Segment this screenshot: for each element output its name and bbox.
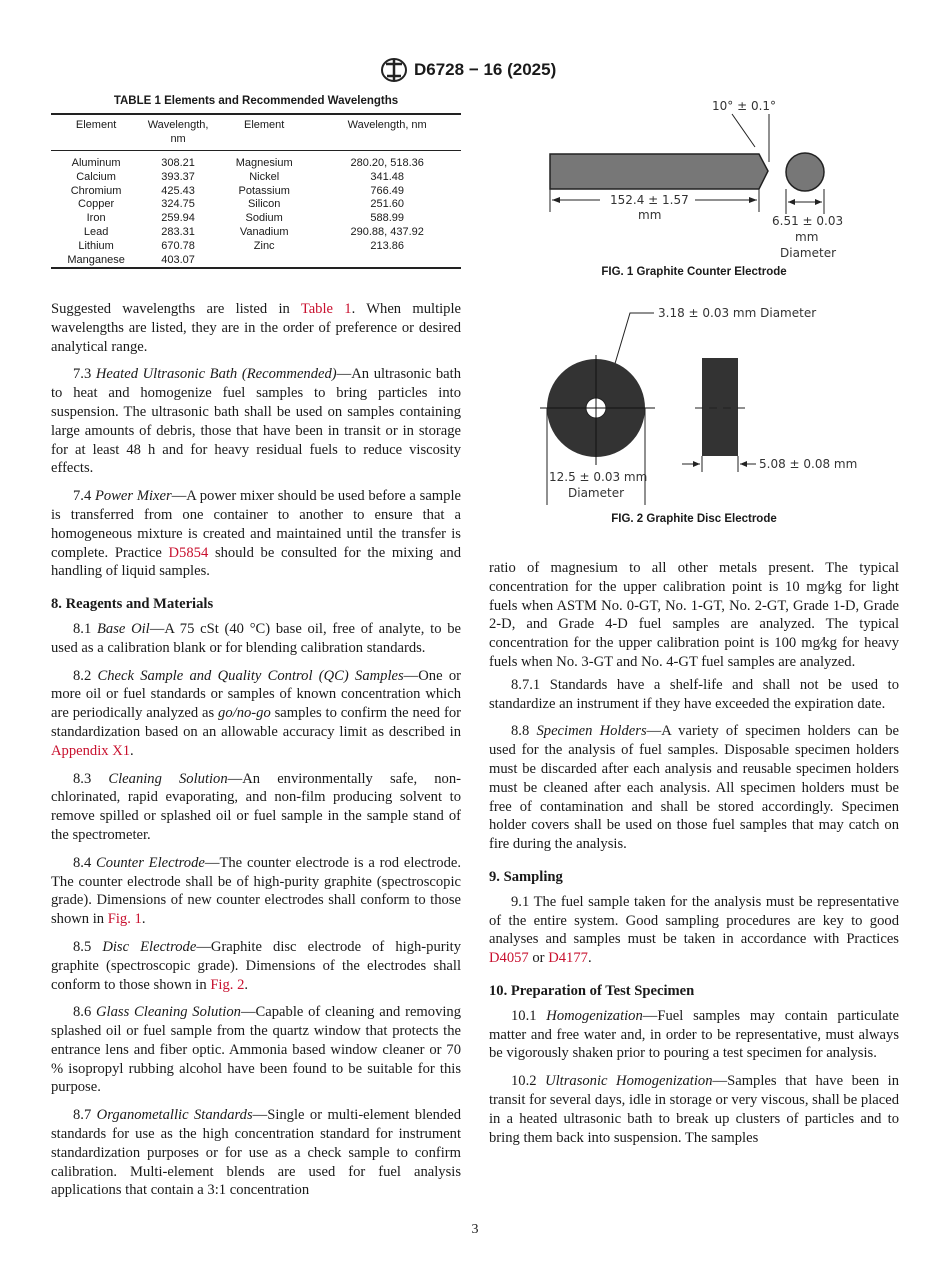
table-cell: 403.07 bbox=[161, 253, 195, 266]
table-row bbox=[51, 254, 461, 269]
table-cell: 425.43 bbox=[161, 184, 195, 197]
diameter-label: 6.51 ± 0.03 bbox=[772, 214, 844, 228]
paragraph bbox=[489, 1072, 899, 1147]
text-run: 7.3 bbox=[73, 366, 96, 383]
text-run: —An environmentally safe, non-chlorinated, rapid evaporating, and non-film producing solvent to remove spilled or splashed oil or fuel sample in the sample stand of the spectrometer. bbox=[51, 770, 461, 843]
text-run: 9.1 The fuel sample taken for the analysis must be representative of the entire system. Good sampling procedures are key to good analyses and samples must be taken in accordance with Practices bbox=[489, 893, 899, 948]
table-title: TABLE 1 Elements and Recommended Wavelengths bbox=[113, 95, 399, 107]
table-cell: Nickel bbox=[249, 170, 280, 183]
paragraph bbox=[489, 722, 899, 854]
paragraph bbox=[51, 854, 461, 929]
italic-term: Power Mixer bbox=[94, 488, 172, 505]
table-cell bbox=[215, 254, 313, 269]
table-cell: 251.60 bbox=[370, 198, 405, 211]
text-run: 8.5 bbox=[73, 938, 103, 955]
outer-diameter-label: 12.5 ± 0.03 mm bbox=[549, 470, 648, 484]
cross-reference-link[interactable]: Table 1 bbox=[300, 301, 352, 317]
angle-label: 10° ± 0.1° bbox=[712, 99, 777, 113]
italic-term: Cleaning Solution bbox=[108, 770, 228, 787]
table-cell: Chromium bbox=[70, 184, 122, 197]
italic-term: Base Oil bbox=[96, 620, 150, 637]
wavelength-table bbox=[51, 113, 461, 269]
table-cell: Calcium bbox=[76, 170, 116, 183]
text-run: —Single or multi-element blended standards for use as the high concentration standard for instrument standardization purposes or for use as a check sample to confirm calibration. Multi-element blends are used for fuel analysis applications that contain a 3:1 concentration bbox=[51, 1107, 461, 1199]
italic-term: Glass Cleaning Solution bbox=[96, 1004, 241, 1021]
table-row bbox=[51, 171, 461, 185]
italic-term: go/no-go bbox=[218, 705, 271, 722]
table-cell: Potassium bbox=[238, 184, 290, 197]
text-run: or bbox=[528, 950, 549, 967]
paragraph bbox=[51, 620, 461, 658]
page-header bbox=[380, 58, 556, 82]
table-cell: Aluminum bbox=[71, 157, 121, 169]
paragraph bbox=[51, 1106, 461, 1200]
section-heading bbox=[489, 982, 899, 1001]
table-cell: Manganese bbox=[67, 253, 125, 266]
paragraph bbox=[51, 300, 461, 356]
table-cell: 290.88, 437.92 bbox=[350, 225, 424, 238]
text-run: —Fuel samples may contain particulate matter and free water and, in order to be representative, must always be vigorously shaken prior to pouring a test specimen for analysis. bbox=[489, 1007, 900, 1062]
text-run: —A power mixer should be used before a sample is transferred from one container to another to ensure that a homogeneous mixture is created and maintained until the transfer is complete. Practice bbox=[51, 488, 461, 561]
table-cell: 588.99 bbox=[370, 212, 405, 225]
text-run: samples to confirm the need for standardization based on an allowable accuracy limit as described in bbox=[51, 705, 461, 740]
thickness-label: 5.08 ± 0.08 mm bbox=[759, 457, 858, 471]
paragraph bbox=[51, 487, 461, 581]
text-run: 8.1 bbox=[73, 620, 97, 637]
fig2-caption: FIG. 2 Graphite Disc Electrode bbox=[611, 513, 777, 525]
table-cell: 283.31 bbox=[161, 225, 195, 238]
fig2-disc-electrode-drawing bbox=[540, 300, 870, 505]
section-heading bbox=[51, 595, 461, 614]
paragraph bbox=[489, 676, 899, 714]
text-run: —A variety of specimen holders can be used for the analysis of fuel samples. Disposable specimen holders must be discarded after each analysis and reusable specimen holders must be cleaned after each analysis. All specimen holders must be free of contamination and shall be stored accordingly. Specimen holder covers shall be used on those fuel samples that may catch on fire during the analysis. bbox=[489, 723, 900, 853]
paragraph bbox=[489, 559, 899, 672]
italic-term: Check Sample and Quality Control (QC) Samples bbox=[97, 667, 404, 684]
section-heading bbox=[489, 868, 899, 887]
text-run: . bbox=[587, 950, 592, 967]
length-label: 152.4 ± 1.57 bbox=[610, 193, 689, 207]
table-cell: Vanadium bbox=[239, 225, 289, 238]
table-cell: 670.78 bbox=[161, 239, 195, 252]
paragraph bbox=[51, 770, 461, 845]
italic-term: Homogenization bbox=[546, 1007, 643, 1024]
table-row bbox=[51, 185, 461, 199]
table-cell: 259.94 bbox=[161, 212, 195, 225]
left-column bbox=[51, 300, 461, 1200]
italic-term: Disc Electrode bbox=[102, 938, 197, 955]
astm-logo-icon bbox=[380, 58, 408, 82]
text-run: 8.7 bbox=[73, 1107, 97, 1124]
table-cell: 280.20, 518.36 bbox=[350, 157, 424, 169]
text-run: . When multiple wavelengths are listed, they are in the order of preference or desired analytical range. bbox=[51, 301, 462, 355]
right-column bbox=[489, 559, 899, 1147]
table-cell: 308.21 bbox=[161, 157, 195, 169]
table-cell: Sodium bbox=[245, 212, 283, 225]
text-run: 8.3 bbox=[73, 770, 109, 787]
cross-reference-link[interactable]: D4057 bbox=[489, 950, 529, 967]
text-run: 8.6 bbox=[73, 1004, 97, 1021]
table-cell: Lithium bbox=[78, 239, 114, 252]
text-run: 9. Sampling bbox=[489, 868, 563, 885]
cross-reference-link[interactable]: Fig. 1 bbox=[107, 911, 142, 928]
column-header: Element bbox=[244, 119, 285, 131]
table-cell: Silicon bbox=[247, 198, 281, 211]
text-run: —Samples that have been in transit for several days, idle in storage or very viscous, shall be placed in a heated ultrasonic bath to break up clusters of particles and to bring them back into suspension. The samples bbox=[489, 1073, 899, 1146]
table-cell: Magnesium bbox=[235, 157, 293, 169]
table-cell: 324.75 bbox=[161, 198, 195, 211]
italic-term: Organometallic Standards bbox=[96, 1107, 253, 1124]
text-run: . bbox=[244, 976, 249, 993]
hole-diameter-label: 3.18 ± 0.03 mm Diameter bbox=[658, 306, 817, 320]
table-row bbox=[51, 212, 461, 226]
text-run: 8.7.1 Standards have a shelf-life and shall not be used to standardize an instrument if they have exceeded the expiration date. bbox=[489, 676, 899, 712]
table-cell: Zinc bbox=[253, 239, 275, 252]
cross-reference-link[interactable]: D5854 bbox=[168, 544, 209, 561]
italic-term: Ultrasonic Homogenization bbox=[545, 1073, 713, 1090]
fig1-caption: FIG. 1 Graphite Counter Electrode bbox=[601, 266, 787, 278]
cross-reference-link[interactable]: Fig. 2 bbox=[210, 976, 245, 993]
text-run: 8.4 bbox=[73, 854, 97, 871]
italic-term: Specimen Holders bbox=[536, 723, 647, 740]
paragraph bbox=[51, 667, 461, 761]
text-run: 10.1 bbox=[511, 1007, 547, 1024]
text-run: 8.8 bbox=[511, 723, 537, 740]
table-cell: 213.86 bbox=[370, 239, 405, 252]
table-row bbox=[51, 240, 461, 254]
table-row bbox=[51, 151, 461, 171]
text-run: Suggested wavelengths are listed in bbox=[51, 301, 301, 317]
paragraph bbox=[51, 365, 461, 478]
text-run: 8.2 bbox=[73, 667, 98, 684]
text-run: ratio of magnesium to all other metals present. The typical concentration for the upper calibration point is 10 mg⁄kg for light fuels when ASTM No. 0-GT, No. 1-GT, No. 2-GT, Grade 1-D, Grade 2-D, and Grade 4-D fuel samples are analyzed. The typical concentration for the upper calibration point is 100 mg⁄kg for heavy fuels when No. 3-GT and No. 4-GT fuel samples are analyzed. bbox=[489, 560, 899, 670]
diameter-word: Diameter bbox=[780, 246, 837, 260]
fig1-counter-electrode-drawing bbox=[540, 92, 870, 264]
paragraph bbox=[51, 1003, 461, 1097]
page-number: 3 bbox=[471, 1222, 479, 1237]
cross-reference-link[interactable]: D4177 bbox=[548, 950, 588, 967]
diameter-unit: mm bbox=[795, 230, 819, 244]
table-row bbox=[51, 198, 461, 212]
paragraph bbox=[489, 1007, 899, 1063]
table-cell bbox=[313, 254, 461, 269]
table-cell: 766.49 bbox=[370, 184, 405, 197]
table-cell: Copper bbox=[78, 198, 115, 211]
text-run: —Graphite disc electrode of high-purity graphite (spectroscopic grade). Dimensions of the electrodes shall conform to those shown in bbox=[51, 938, 462, 993]
text-run: should be consulted for the mixing and handling of liquid samples. bbox=[51, 544, 461, 580]
italic-term: Heated Ultrasonic Bath (Recommended) bbox=[95, 366, 337, 383]
outer-diameter-word: Diameter bbox=[568, 486, 625, 500]
length-unit: mm bbox=[638, 208, 662, 222]
standard-designation: D6728 − 16 (2025) bbox=[414, 60, 557, 79]
text-run: 10. Preparation of Test Specimen bbox=[489, 982, 695, 999]
table-cell: Lead bbox=[83, 225, 109, 238]
text-run: —An ultrasonic bath to heat and homogenize fuel samples to bring particles into suspension. The ultrasonic bath shall be used on samples containing large amounts of debris, those that have been in transit or in storage for at least 48 h and for heavy residual fuels to reduce viscosity effects. bbox=[51, 366, 461, 477]
text-run: —Capable of cleaning and removing splashed oil or fuel sample from the quartz window that protects the entrance lens and fiber optic. Ammonia based window cleaner or 70 % isopropyl rubbing alcohol have been found to be suitable for this purpose. bbox=[51, 1004, 462, 1096]
column-header: Wavelength, nm bbox=[347, 119, 427, 131]
column-header: Wavelength, nm bbox=[147, 119, 209, 145]
column-header: Element bbox=[75, 119, 117, 131]
text-run: . bbox=[130, 742, 134, 759]
paragraph bbox=[51, 938, 461, 994]
text-run: —A 75 cSt (40 °C) base oil, free of analyte, to be used as a calibration blank or for blending calibration standards. bbox=[51, 620, 462, 656]
cross-reference-link[interactable]: Appendix X1 bbox=[51, 742, 131, 759]
table-row bbox=[51, 226, 461, 240]
table-cell: Iron bbox=[86, 212, 106, 225]
table-cell: 341.48 bbox=[370, 170, 405, 183]
paragraph bbox=[489, 893, 899, 968]
text-run: 8. Reagents and Materials bbox=[51, 596, 214, 613]
text-run: —The counter electrode is a rod electrode. The counter electrode shall be of high-purity graphite (spectroscopic grade). Dimensions of new counter electrodes shall conform to those shown in bbox=[51, 854, 461, 928]
text-run: . bbox=[141, 911, 146, 928]
text-run: 7.4 bbox=[73, 488, 95, 505]
text-run: 10.2 bbox=[511, 1073, 546, 1090]
italic-term: Counter Electrode bbox=[96, 854, 205, 871]
text-run: —One or more oil or fuel standards or samples of known concentration which are periodically analyzed as bbox=[51, 667, 461, 722]
table-cell: 393.37 bbox=[161, 170, 195, 183]
